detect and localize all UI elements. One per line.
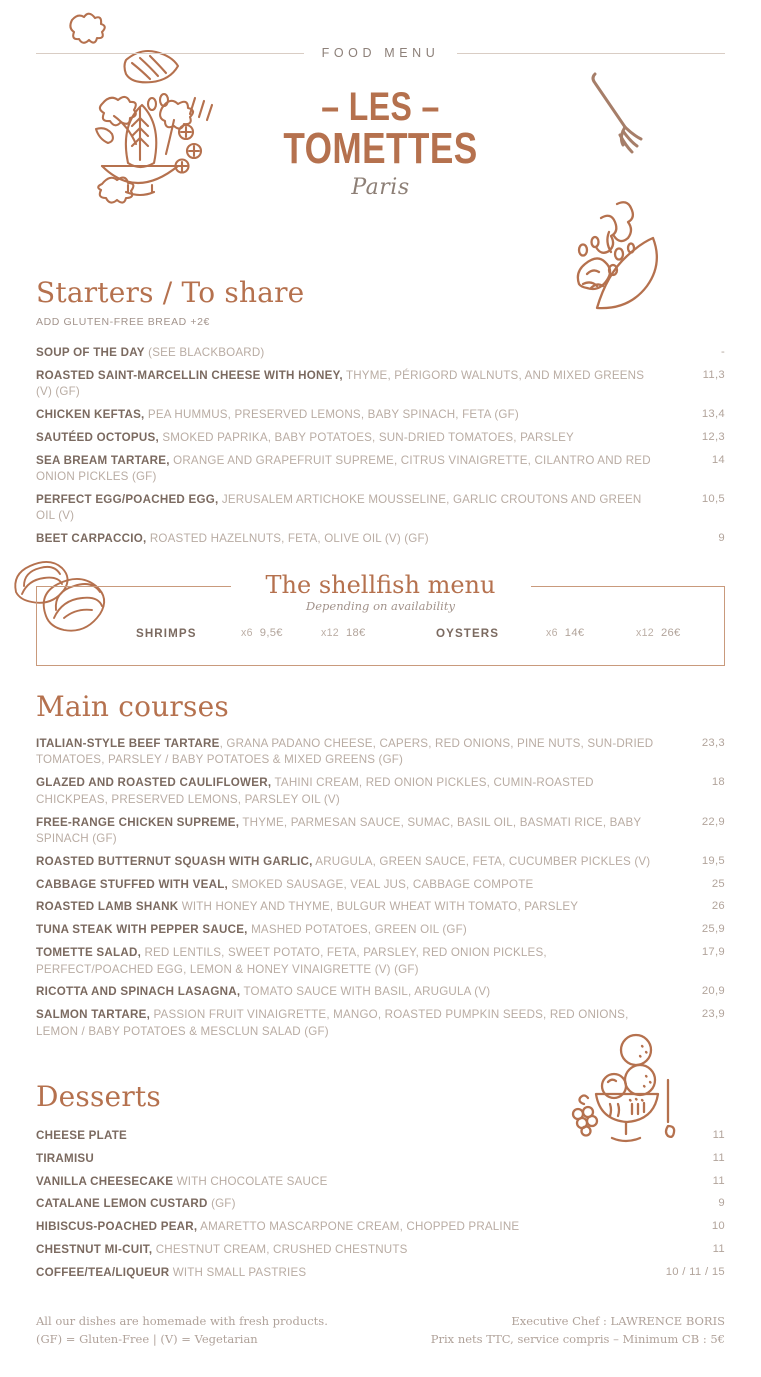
menu-item-description: SMOKED PAPRIKA, BABY POTATOES, SUN-DRIED TOMATOES, PARSLEY (158, 430, 574, 444)
menu-item-description: ARUGULA, GREEN SAUCE, FETA, CUCUMBER PICKLES (V) (312, 854, 651, 868)
menu-item-text (36, 368, 663, 401)
menu-item (36, 1170, 725, 1193)
menu-item-text (36, 899, 663, 915)
menu-item-price: 11 (712, 1243, 725, 1256)
menu-item-price: 10,5 (701, 493, 725, 506)
menu-item-text (36, 1151, 663, 1167)
menu-item-name: BEET CARPACCIO, (36, 532, 147, 546)
desserts-title: Desserts (36, 1080, 161, 1113)
menu-item (36, 873, 725, 896)
menu-item-name: SEA BREAM TARTARE, (36, 453, 170, 467)
menu-item (36, 1125, 725, 1148)
menu-item-price: 26 (711, 900, 725, 913)
shellfish-price: 18€ (345, 627, 366, 639)
menu-item-name: ROASTED BUTTERNUT SQUASH WITH GARLIC, (36, 854, 313, 868)
menu-item-description: AMARETTO MASCARPONE CREAM, CHOPPED PRALINE (197, 1220, 520, 1234)
menu-item (36, 811, 725, 850)
menu-item-name: PERFECT EGG/POACHED EGG, (36, 493, 219, 507)
menu-item-price: 14 (711, 453, 725, 466)
menu-item-description: PEA HUMMUS, PRESERVED LEMONS, BABY SPINACH, FETA (GF) (144, 408, 519, 422)
menu-item (36, 342, 725, 365)
menu-item-name: RICOTTA AND SPINACH LASAGNA, (36, 985, 241, 999)
menu-item-description: WITH HONEY AND THYME, BULGUR WHEAT WITH TOMATO, PARSLEY (178, 900, 579, 914)
shellfish-label: OYSTERS (436, 626, 500, 640)
shellfish-title: The shellfish menu (250, 572, 512, 598)
menu-item-text (36, 815, 663, 848)
menu-item-name: ROASTED SAINT-MARCELLIN CHEESE WITH HONEY, (36, 368, 343, 382)
section-mains (36, 692, 725, 1043)
menu-item-text (36, 1128, 663, 1144)
footer-left-line-1: All our dishes are homemade with fresh products. (36, 1314, 328, 1329)
menu-item-price: 11 (712, 1174, 725, 1187)
menu-item-price: 23,9 (701, 1008, 725, 1021)
menu-item-price: 12,3 (701, 430, 725, 443)
footer-left (36, 1313, 328, 1349)
menu-item-price: 22,9 (701, 815, 725, 828)
menu-item-price: 10 / 11 / 15 (665, 1265, 725, 1278)
starters-items (36, 342, 725, 551)
menu-item (36, 1262, 725, 1285)
menu-item-name: CHEESE PLATE (36, 1128, 128, 1142)
menu-item-text (36, 1265, 652, 1281)
menu-item-name: GLAZED AND ROASTED CAULIFLOWER, (36, 776, 272, 790)
section-shellfish (36, 572, 725, 666)
menu-item-text (36, 430, 663, 446)
menu-item (36, 851, 725, 874)
menu-item (36, 1239, 725, 1262)
menu-item (36, 733, 725, 772)
menu-item-description: (GF) (207, 1197, 236, 1211)
menu-item (36, 489, 725, 528)
menu-item (36, 942, 725, 981)
desserts-items (36, 1125, 725, 1285)
menu-item (36, 528, 725, 551)
menu-item-price: 11 (712, 1128, 725, 1141)
menu-item-price: - (720, 345, 725, 358)
brand-line-one: – LES – (321, 85, 440, 129)
shellfish-title-wrap (36, 572, 725, 598)
footer-right-line-2: Prix nets TTC, service compris – Minimum CB : 5€ (430, 1332, 725, 1347)
menu-item-price: 17,9 (701, 946, 725, 959)
footer (36, 1313, 725, 1349)
shellfish-price-row (36, 624, 725, 642)
menu-item-name: CHESTNUT MI-CUIT, (36, 1243, 153, 1257)
menu-item-description: ROASTED HAZELNUTS, FETA, OLIVE OIL (V) (GF) (146, 532, 429, 546)
shellfish-quantity: x6 (546, 627, 558, 639)
brand-city: Paris (351, 175, 410, 201)
menu-item-name: TIRAMISU (36, 1151, 95, 1165)
menu-item (36, 1216, 725, 1239)
menu-item-description: WITH SMALL PASTRIES (169, 1265, 307, 1279)
menu-item-price: 11 (712, 1151, 725, 1164)
menu-item (36, 1004, 725, 1043)
menu-item-text (36, 945, 663, 978)
mains-items (36, 733, 725, 1044)
shellfish-price: 9,5€ (259, 627, 283, 639)
menu-item-name: FREE-RANGE CHICKEN SUPREME, (36, 815, 240, 829)
shellfish-availability: Depending on availability (36, 599, 725, 613)
shellfish-entry (436, 627, 499, 640)
menu-item-description: RED LENTILS, SWEET POTATO, FETA, PARSLEY, RED ONION PICKLES, PERFECT/POACHED EGG, LEMON & HONEY VINAIGRETTE (V) (GF) (36, 946, 547, 976)
menu-item-name: SALMON TARTARE, (36, 1008, 151, 1022)
menu-item-text (36, 922, 663, 938)
menu-item-name: SOUP OF THE DAY (36, 345, 145, 359)
menu-item-text (36, 492, 663, 525)
shellfish-label: SHRIMPS (136, 626, 197, 640)
menu-item-text (36, 877, 663, 893)
shellfish-quantity: x12 (321, 627, 339, 639)
footer-left-line-2: (GF) = Gluten-Free | (V) = Vegetarian (36, 1332, 258, 1347)
menu-item-text (36, 1242, 663, 1258)
shellfish-quantity: x6 (241, 627, 253, 639)
menu-item (36, 450, 725, 489)
menu-item-description: SMOKED SAUSAGE, VEAL JUS, CABBAGE COMPOTE (228, 877, 534, 891)
menu-item-price: 11,3 (702, 368, 725, 381)
menu-item-description: PASSION FRUIT VINAIGRETTE, MANGO, ROASTED PUMPKIN SEEDS, RED ONIONS, LEMON / BABY POTATOES & MESCLUN SALAD (GF) (36, 1008, 629, 1038)
menu-item-name: CABBAGE STUFFED WITH VEAL, (36, 877, 228, 891)
brand-line-two: TOMETTES (283, 124, 478, 174)
menu-item-description: ORANGE AND GRAPEFRUIT SUPREME, CITRUS VINAIGRETTE, CILANTRO AND RED ONION PICKLES (GF) (36, 453, 651, 484)
section-desserts (36, 1082, 725, 1285)
menu-item-price: 13,4 (701, 408, 725, 421)
menu-item (36, 981, 725, 1004)
menu-item-text (36, 854, 663, 870)
menu-item (36, 1148, 725, 1171)
menu-item-name: CHICKEN KEFTAS, (36, 408, 145, 422)
menu-item-description: MASHED POTATOES, GREEN OIL (GF) (247, 923, 467, 937)
footer-right (431, 1313, 725, 1349)
menu-item-text (36, 407, 663, 423)
shellfish-price: 26€ (660, 627, 681, 639)
menu-item-text (36, 984, 663, 1000)
menu-item-name: SAUTÉED OCTOPUS, (36, 430, 159, 444)
menu-item-description: TAHINI CREAM, RED ONION PICKLES, CUMIN-ROASTED CHICKPEAS, PRESERVED LEMONS, PARSLEY OIL (V) (36, 776, 594, 806)
menu-item-text (36, 531, 663, 547)
menu-item (36, 896, 725, 919)
menu-item-price: 10 (711, 1220, 725, 1233)
menu-item-description: TOMATO SAUCE WITH BASIL, ARUGULA (V) (240, 985, 491, 999)
menu-item-description: THYME, PÉRIGORD WALNUTS, AND MIXED GREENS (V) (GF) (36, 368, 645, 399)
menu-item-text (36, 736, 663, 769)
menu-item-price: 25,9 (701, 923, 725, 936)
menu-eyebrow: FOOD MENU (321, 46, 440, 60)
shellfish-price: 14€ (564, 627, 585, 639)
menu-item-description: (SEE BLACKBOARD) (144, 345, 265, 359)
menu-item-description: WITH CHOCOLATE SAUCE (173, 1174, 328, 1188)
menu-item-text (36, 453, 663, 486)
menu-item-text (36, 345, 663, 361)
menu-item-description: , GRANA PADANO CHEESE, CAPERS, RED ONIONS, PINE NUTS, SUN-DRIED TOMATOES, PARSLEY / BABY POTATOES & MIXED GREENS (GF) (36, 736, 654, 767)
menu-item (36, 365, 725, 404)
brand-block (0, 85, 761, 201)
section-starters (36, 278, 725, 551)
menu-item-text (36, 1196, 663, 1212)
menu-item-price: 9 (718, 1197, 725, 1210)
menu-item-name: COFFEE/TEA/LIQUEUR (36, 1265, 170, 1279)
menu-item (36, 404, 725, 427)
mains-title: Main courses (36, 690, 229, 723)
menu-item-price: 25 (711, 877, 725, 890)
menu-item-price: 18 (711, 776, 725, 789)
shellfish-price-group (241, 627, 283, 639)
shellfish-entry (136, 627, 197, 640)
shellfish-quantity: x12 (636, 627, 654, 639)
menu-item-text (36, 1174, 663, 1190)
top-bar (36, 46, 725, 60)
menu-item (36, 427, 725, 450)
menu-item-price: 23,3 (701, 736, 725, 749)
menu-item-text (36, 775, 663, 808)
shellfish-price-group (321, 627, 366, 639)
starters-note: ADD GLUTEN-FREE BREAD +2€ (36, 315, 210, 328)
shellfish-price-group (636, 627, 681, 639)
menu-item-name: ROASTED LAMB SHANK (36, 900, 179, 914)
header-rule-left (36, 53, 304, 54)
header-rule-right (457, 53, 725, 54)
menu-item-description: CHESTNUT CREAM, CRUSHED CHESTNUTS (152, 1243, 408, 1257)
menu-item-text (36, 1007, 663, 1040)
menu-item-price: 19,5 (701, 854, 725, 867)
menu-item (36, 1193, 725, 1216)
menu-item-name: TOMETTE SALAD, (36, 946, 142, 960)
menu-item-name: CATALANE LEMON CUSTARD (36, 1197, 208, 1211)
menu-item-text (36, 1219, 663, 1235)
menu-item-price: 9 (718, 532, 725, 545)
menu-item (36, 919, 725, 942)
menu-item-description: THYME, PARMESAN SAUCE, SUMAC, BASIL OIL, BASMATI RICE, BABY SPINACH (GF) (36, 815, 642, 845)
menu-item-name: VANILLA CHEESECAKE (36, 1174, 174, 1188)
starters-title: Starters / To share (36, 276, 305, 309)
menu-item-name: HIBISCUS-POACHED PEAR, (36, 1220, 198, 1234)
shellfish-price-group (546, 627, 584, 639)
menu-item-price: 20,9 (701, 985, 725, 998)
footer-right-line-1: Executive Chef : LAWRENCE BORIS (511, 1314, 725, 1329)
menu-item (36, 772, 725, 811)
menu-item-name: ITALIAN-STYLE BEEF TARTARE (36, 736, 220, 750)
menu-item-description: JERUSALEM ARTICHOKE MOUSSELINE, GARLIC CROUTONS AND GREEN OIL (V) (36, 493, 642, 523)
menu-item-name: TUNA STEAK WITH PEPPER SAUCE, (36, 923, 248, 937)
